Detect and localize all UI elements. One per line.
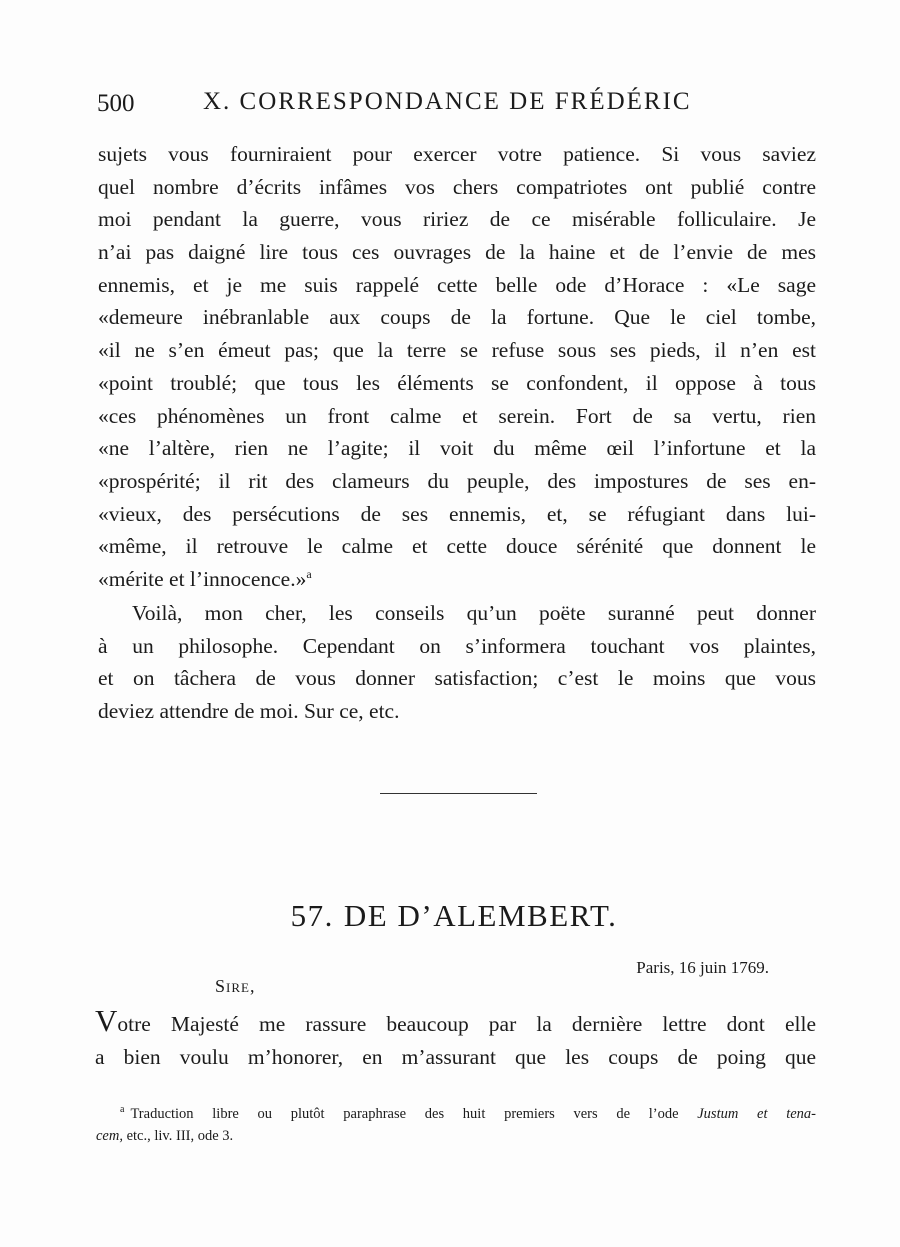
text-line-last [98,563,816,596]
running-head [97,88,817,124]
text-line-first [95,1003,816,1041]
section-title: DE D’ALEMBERT. [343,898,618,933]
text-line: a bien voulu m’honorer, en m’assurant que les coups de poing que [95,1044,816,1069]
footnote-text: etc., liv. III, ode 3. [126,1128,234,1144]
footnote-line [96,1125,816,1147]
section-heading [0,898,900,934]
paragraph-quote-horace [98,138,816,596]
footnote-italic: Justum et tena- [697,1106,816,1122]
footnote-line [96,1103,816,1125]
text-line: «ces phénomènes un front calme et serein. Fort de sa vertu, rien [98,403,816,428]
letter-dateline: Paris, 16 juin 1769. [636,958,769,977]
text-line: «demeure inébranlable aux coups de la fortune. Que le ciel tombe, [98,305,816,330]
section-divider [380,793,537,794]
drop-cap: V [95,1003,118,1038]
text-line: «ne l’altère, rien ne l’agite; il voit du même œil l’infortune et la [98,436,816,461]
footnote-marker: a [120,1104,125,1116]
footnote [96,1103,816,1147]
section-number: 57. [290,898,334,933]
text-line: Voilà, mon cher, les conseils qu’un poëte suranné peut donner [132,601,816,625]
page-number: 500 [97,90,135,117]
footnote-italic: cem, [96,1128,123,1144]
text-line: «point troublé; que tous les éléments se confondent, il oppose à tous [98,370,816,395]
paragraph-closing [98,597,816,728]
text-line: «même, il retrouve le calme et cette douce sérénité que donnent le [98,534,816,559]
text-line: à un philosophe. Cependant on s’informera touchant vos plaintes, [98,633,816,658]
text-line: «prospérité; il rit des clameurs du peuple, des impostures de ses en- [98,468,816,493]
letter-salutation: Sire, [215,976,256,996]
text-line: ennemis, et je me suis rappelé cette belle ode d’Horace : «Le sage [98,272,816,297]
text-line: deviez attendre de moi. Sur ce, etc. [98,699,400,724]
text-line: sujets vous fourniraient pour exercer votre patience. Si vous saviez [98,142,816,166]
letter-opening [95,1003,816,1073]
footnote-reference[interactable]: a [306,566,312,581]
text-line-content: «mérite et l’innocence.» [98,566,307,591]
text-line-content: otre Majesté me rassure beaucoup par la dernière lettre dont elle [117,1012,816,1036]
text-line: et on tâchera de vous donner satisfaction; c’est le moins que vous [98,666,816,691]
text-line: «il ne s’en émeut pas; que la terre se refuse sous ses pieds, il n’en est [98,338,816,363]
text-line: n’ai pas daigné lire tous ces ouvrages de la haine et de l’envie de mes [98,240,816,265]
text-line: quel nombre d’écrits infâmes vos chers compatriotes ont publié contre [98,174,816,199]
running-title: X. CORRESPONDANCE DE FRÉDÉRIC [203,88,692,115]
text-line: moi pendant la guerre, vous ririez de ce misérable folliculaire. Je [98,207,816,232]
text-line: «vieux, des persécutions de ses ennemis, et, se réfugiant dans lui- [98,501,816,526]
footnote-text: Traduction libre ou plutôt paraphrase des huit premiers vers de l’ode [130,1106,679,1122]
